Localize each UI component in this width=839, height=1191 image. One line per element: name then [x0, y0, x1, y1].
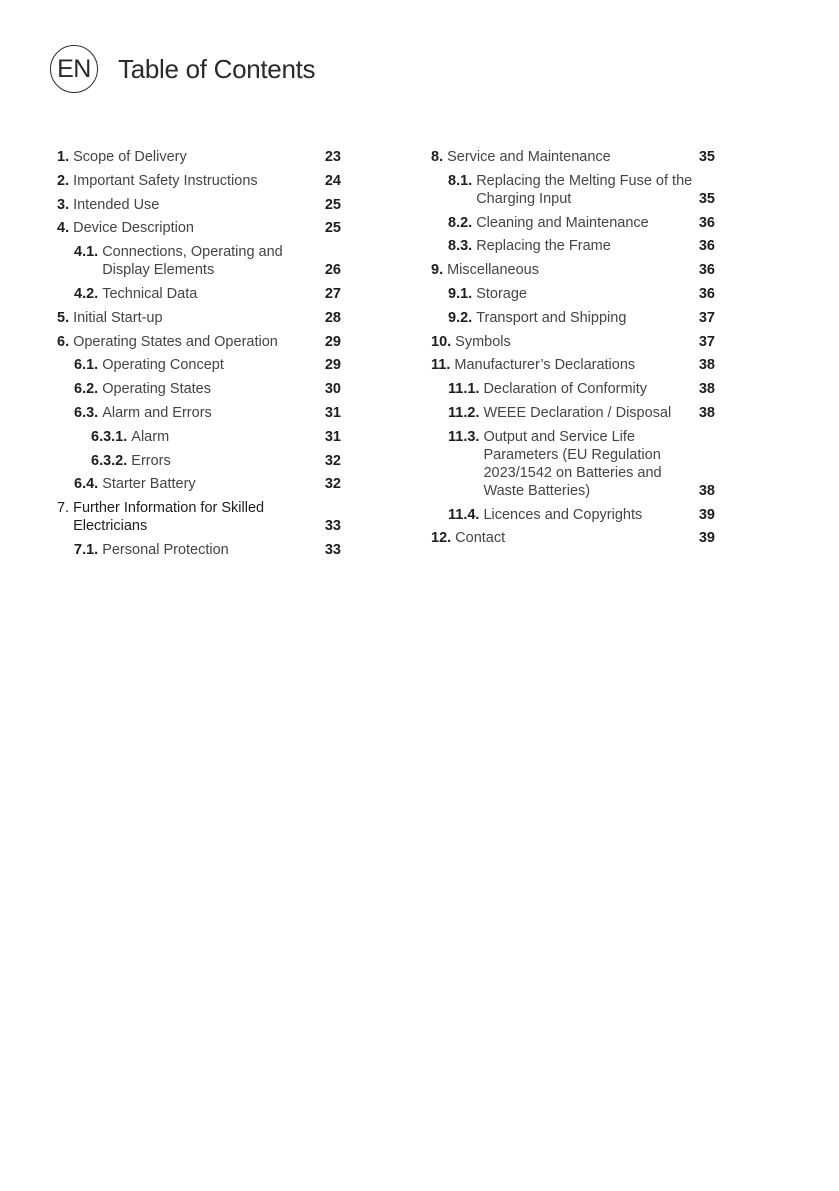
toc-entry[interactable]: [57, 309, 341, 327]
toc-entry-number: 12.: [431, 530, 452, 547]
toc-entry-number: 6.3.2.: [91, 452, 128, 469]
toc-entry-title: Scope of Delivery: [73, 149, 187, 165]
toc-entry-number: 6.: [57, 333, 70, 350]
toc-entry-page: 36: [698, 285, 715, 302]
toc-entry[interactable]: [431, 148, 715, 166]
toc-entry-title: Operating States: [102, 381, 212, 398]
toc-entry-page: 36: [698, 214, 715, 231]
toc-entry-number: 8.1.: [448, 172, 473, 189]
toc-entry[interactable]: [57, 196, 341, 214]
toc-entry-number: 9.2.: [448, 309, 473, 326]
toc-entry-number: 6.1.: [74, 357, 99, 374]
toc-entry-number: 3.: [57, 196, 70, 213]
toc-entry[interactable]: [431, 285, 715, 303]
toc-entry[interactable]: [431, 172, 715, 208]
toc-entry-page: 38: [698, 404, 715, 421]
toc-entry-page: 27: [324, 285, 341, 302]
toc-entry-number: 11.3.: [448, 428, 480, 445]
toc-entry-page: 28: [324, 309, 341, 326]
toc-right-column: [431, 148, 715, 553]
toc-entry-number: 6.3.: [74, 404, 99, 421]
toc-entry-page: 37: [698, 333, 715, 350]
toc-entry-page: 31: [324, 404, 341, 421]
toc-entry-title: Output and Service Life Parameters (EU Regulation 2023/1542 on Batteries and Waste Batteries): [483, 428, 662, 499]
toc-entry-number: 5.: [57, 309, 70, 326]
toc-entry[interactable]: [57, 219, 341, 237]
toc-entry[interactable]: [57, 404, 341, 422]
toc-entry-page: 31: [324, 428, 341, 445]
toc-entry-title: Contact: [455, 530, 506, 547]
toc-entry-page: 25: [324, 196, 341, 213]
toc-entry-title: Transport and Shipping: [476, 309, 627, 326]
toc-entry-title: Operating Concept: [102, 357, 224, 374]
toc-entry[interactable]: [57, 285, 341, 303]
toc-entry-page: 38: [698, 482, 715, 499]
toc-entry[interactable]: [57, 172, 341, 190]
toc-entry-number: 1.: [57, 149, 70, 165]
toc-entry-title: Manufacturer’s Declarations: [454, 357, 636, 374]
toc-entry-page: 36: [698, 238, 715, 255]
toc-entry-title: Replacing the Melting Fuse of the Charging Input: [476, 172, 693, 207]
page-title: Table of Contents: [118, 53, 316, 84]
toc-entry-number: 6.4.: [74, 476, 99, 493]
toc-entry-title: Cleaning and Maintenance: [476, 214, 649, 231]
toc-entry-title: Miscellaneous: [447, 262, 539, 279]
toc-entry[interactable]: [431, 214, 715, 232]
toc-left-column: [57, 148, 341, 565]
toc-entry-number: 4.1.: [74, 244, 99, 261]
toc-entry-title: Errors: [131, 452, 171, 469]
toc-entry[interactable]: [57, 356, 341, 374]
toc-entry-page: 30: [324, 381, 341, 398]
toc-entry-number: 9.: [431, 262, 444, 279]
toc-entry[interactable]: [57, 380, 341, 398]
toc-entry-page: 38: [698, 381, 715, 398]
toc-entry-number: 10.: [431, 333, 452, 350]
toc-entry-title: Important Safety Instructions: [73, 172, 258, 189]
toc-entry[interactable]: [431, 333, 715, 351]
toc-entry-title: Intended Use: [73, 196, 160, 213]
toc-entry-page: 39: [698, 530, 715, 547]
toc-entry-title: Symbols: [455, 333, 511, 350]
toc-entry-page: 35: [698, 149, 715, 165]
toc-entry-number: 7.: [57, 500, 70, 517]
toc-entry-number: 8.3.: [448, 238, 473, 255]
toc-entry-page: 38: [698, 357, 715, 374]
toc-entry-number: 6.2.: [74, 381, 99, 398]
toc-entry-page: 35: [698, 190, 715, 207]
toc-entry-number: 2.: [57, 172, 70, 189]
toc-entry[interactable]: [57, 333, 341, 351]
toc-entry-number: 6.3.1.: [91, 428, 128, 445]
toc-entry-title: Device Description: [73, 220, 194, 237]
toc-entry-page: 36: [698, 262, 715, 279]
toc-entry[interactable]: [57, 499, 341, 535]
toc-entry-title: WEEE Declaration / Disposal: [483, 404, 672, 421]
toc-entry-title: Alarm: [131, 428, 170, 445]
toc-entry-title: Starter Battery: [102, 476, 196, 493]
toc-entry-page: 33: [324, 541, 341, 558]
toc-entry-title: Personal Protection: [102, 541, 229, 558]
toc-entry-page: 24: [324, 172, 341, 189]
toc-entry-title: Alarm and Errors: [102, 404, 212, 421]
toc-entry-number: 4.: [57, 220, 70, 237]
toc-entry-number: 7.1.: [74, 541, 99, 558]
toc-entry-page: 25: [324, 220, 341, 237]
toc-entry-title: Further Information for Skilled Electricians: [73, 500, 265, 535]
toc-entry-number: 11.: [431, 357, 451, 374]
toc-entry-title: Technical Data: [102, 285, 198, 302]
toc-entry-number: 11.1.: [448, 381, 480, 398]
toc-entry-title: Replacing the Frame: [476, 238, 611, 255]
toc-entry-page: 39: [698, 506, 715, 523]
toc-entry[interactable]: [431, 529, 715, 547]
toc-entry-number: 8.: [431, 149, 444, 165]
toc-entry-title: Declaration of Conformity: [483, 381, 648, 398]
toc-entry[interactable]: [431, 428, 715, 500]
toc-entry-number: 11.2.: [448, 404, 480, 421]
page-header: [50, 45, 315, 93]
toc-entry-number: 4.2.: [74, 285, 99, 302]
toc-entry-title: Connections, Operating and Display Elements: [102, 244, 283, 279]
toc-entry[interactable]: [431, 261, 715, 279]
toc-entry-title: Licences and Copyrights: [483, 506, 643, 523]
toc-entry[interactable]: [431, 380, 715, 398]
toc-entry-page: 33: [324, 518, 341, 535]
toc-entry-title: Service and Maintenance: [447, 149, 611, 165]
toc-entry[interactable]: [57, 475, 341, 493]
toc-entry-title: Storage: [476, 285, 527, 302]
toc-entry-page: 29: [324, 333, 341, 350]
toc-entry-number: 8.2.: [448, 214, 473, 231]
toc-entry-page: 29: [324, 357, 341, 374]
toc-entry[interactable]: [57, 428, 341, 446]
toc-entry[interactable]: [431, 309, 715, 327]
toc-entry[interactable]: [431, 356, 715, 374]
toc-entry-number: 11.4.: [448, 506, 480, 523]
toc-entry-number: 9.1.: [448, 285, 473, 302]
language-badge: EN: [50, 45, 98, 93]
toc-entry-page: 26: [324, 262, 341, 279]
toc-entry[interactable]: [431, 506, 715, 524]
toc-entry[interactable]: [431, 404, 715, 422]
toc-entry-title: Operating States and Operation: [73, 333, 278, 350]
toc-entry-page: 32: [324, 452, 341, 469]
toc-entry-page: 37: [698, 309, 715, 326]
toc-entry[interactable]: [57, 243, 341, 279]
toc-entry[interactable]: [57, 452, 341, 470]
toc-entry[interactable]: [57, 541, 341, 559]
toc-entry-page: 23: [324, 149, 341, 165]
toc-entry[interactable]: [431, 237, 715, 255]
toc-entry-page: 32: [324, 476, 341, 493]
toc-entry-title: Initial Start-up: [73, 309, 163, 326]
toc-entry[interactable]: [57, 148, 341, 166]
